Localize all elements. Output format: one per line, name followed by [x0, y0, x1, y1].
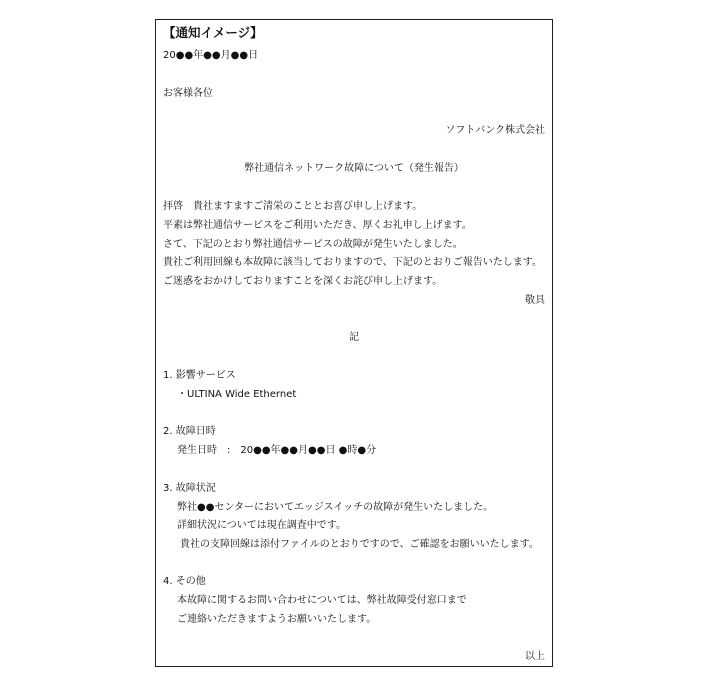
greeting-line: さて、下記のとおり弊社通信サービスの故障が発生いたしました。 — [163, 239, 463, 250]
section-heading: 3. 故障状況 — [163, 483, 216, 494]
recipient: お客様各位 — [163, 88, 213, 99]
greeting-line: 貴社ご利用回線も本故障に該当しておりますので、下記のとおりご報告いたします。 — [163, 257, 542, 268]
greeting-line: ご迷惑をおかけしておりますことを深くお詫び申し上げます。 — [163, 276, 443, 287]
greeting-line: 拝啓 貴社ますますご清栄のこととお喜び申し上げます。 — [163, 201, 423, 212]
section-line: 詳細状況については現在調査中です。 — [177, 520, 346, 531]
ki-heading: 記 — [349, 332, 359, 343]
subject: 弊社通信ネットワーク故障について（発生報告） — [244, 163, 464, 174]
section-heading: 1. 影響サービス — [163, 370, 236, 381]
notice-document — [155, 19, 553, 667]
section-line: 発生日時 : 20●●年●●月●●日 ●時●分 — [177, 445, 377, 456]
section-line: ・ULTINA Wide Ethernet — [177, 389, 297, 400]
closing-ijou: 以上 — [525, 651, 545, 662]
section-heading: 4. その他 — [163, 576, 206, 587]
notice-title: 【通知イメージ】 — [163, 25, 263, 40]
section-line: 本故障に関するお問い合わせについては、弊社故障受付窓口まで — [177, 595, 467, 606]
section-line: 貴社の支障回線は添付ファイルのとおりですので、ご確認をお願いいたします。 — [180, 539, 539, 550]
sender-company: ソフトバンク株式会社 — [445, 125, 545, 136]
closing-keigu: 敬具 — [525, 295, 545, 306]
section-line: 弊社●●センターにおいてエッジスイッチの故障が発生いたしました。 — [177, 502, 494, 513]
section-heading: 2. 故障日時 — [163, 426, 216, 437]
notice-date: 20●●年●●月●●日 — [163, 50, 259, 61]
section-line: ご連絡いただきますようお願いいたします。 — [177, 614, 377, 625]
greeting-line: 平素は弊社通信サービスをご利用いただき、厚くお礼申し上げます。 — [163, 220, 472, 231]
